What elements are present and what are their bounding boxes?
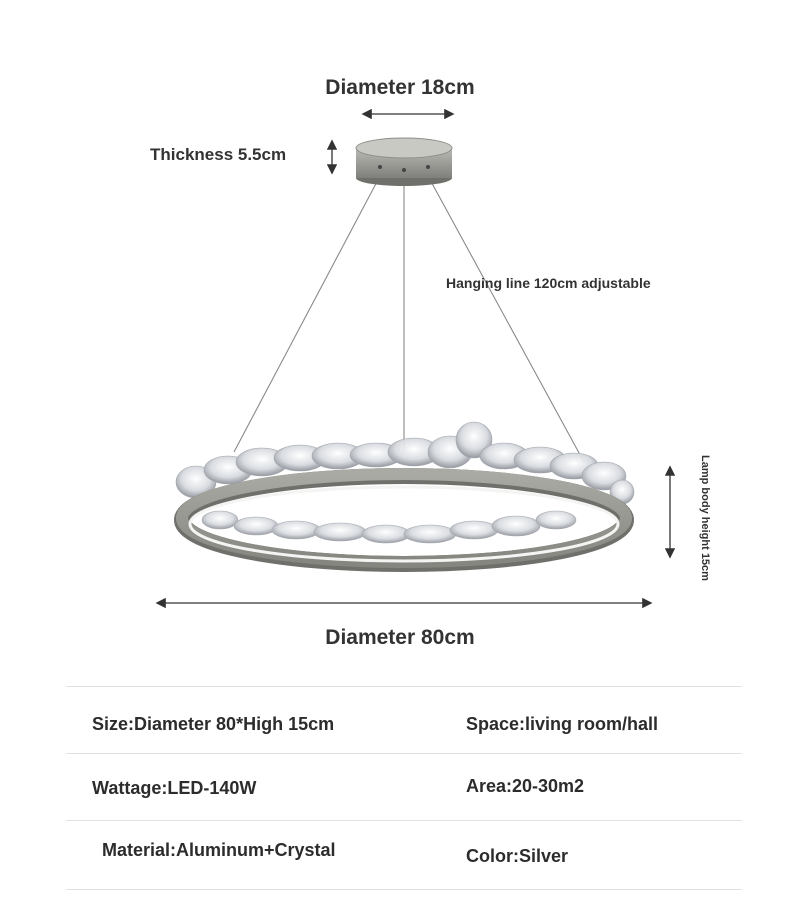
table-divider bbox=[66, 889, 742, 890]
thickness-label: Thickness 5.5cm bbox=[150, 145, 287, 164]
suspension-wires bbox=[234, 176, 584, 462]
table-divider bbox=[66, 753, 742, 754]
table-divider bbox=[66, 686, 742, 687]
spec-material: Material:Aluminum+Crystal bbox=[102, 840, 336, 860]
spec-size: Size:Diameter 80*High 15cm bbox=[92, 714, 335, 734]
spec-space: Space:living room/hall bbox=[466, 714, 659, 734]
crystal-cluster-front bbox=[202, 511, 576, 543]
table-divider bbox=[66, 820, 742, 821]
ceiling-canopy bbox=[356, 138, 452, 186]
spec-color: Color:Silver bbox=[466, 846, 569, 866]
canopy-diameter-label: Diameter 18cm bbox=[325, 76, 475, 99]
ring-diameter-label: Diameter 80cm bbox=[325, 626, 475, 649]
hanging-line-label: Hanging line 120cm adjustable bbox=[446, 275, 651, 291]
spec-area: Area:20-30m2 bbox=[466, 776, 585, 796]
spec-wattage: Wattage:LED-140W bbox=[92, 778, 257, 798]
lamp-body-height-label: Lamp body height 15cm bbox=[699, 455, 711, 581]
